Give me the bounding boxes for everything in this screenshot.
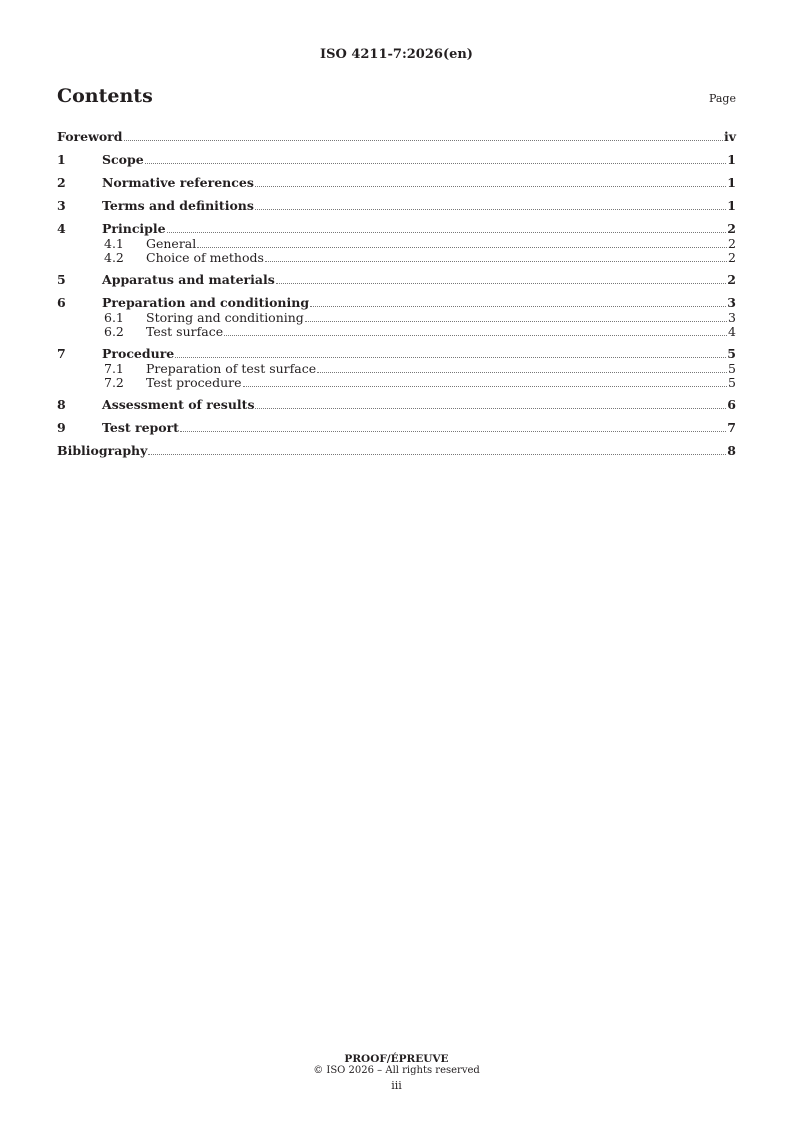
toc-entry-number: 4 xyxy=(57,221,66,236)
toc-entry-label: Apparatus and materials xyxy=(102,272,275,287)
toc-entry-page: 1 xyxy=(727,198,736,213)
dot-leader xyxy=(124,139,723,141)
dot-leader xyxy=(148,453,726,455)
page-footer xyxy=(0,1053,793,1092)
toc-entry[interactable] xyxy=(57,346,736,362)
toc-entry-page: 1 xyxy=(727,152,736,167)
dot-leader xyxy=(175,356,726,358)
toc-entry[interactable] xyxy=(57,420,736,436)
toc-entry[interactable] xyxy=(57,325,736,339)
toc-entry-number: 8 xyxy=(57,397,66,412)
toc-entry-page: 2 xyxy=(728,236,736,251)
toc-entry-page: 8 xyxy=(727,443,736,458)
toc-entry-number: 4.2 xyxy=(104,250,124,265)
toc-entry[interactable] xyxy=(57,295,736,311)
dot-leader xyxy=(276,282,727,284)
toc-entry[interactable] xyxy=(57,397,736,413)
toc-entry[interactable] xyxy=(57,362,736,376)
toc-entry-page: 5 xyxy=(728,361,736,376)
dot-leader xyxy=(180,430,726,432)
dot-leader xyxy=(255,407,726,409)
document-header: ISO 4211-7:2026(en) xyxy=(320,47,473,62)
toc-entry-number: 6.1 xyxy=(104,310,124,325)
proof-label: PROOF/ÉPREUVE xyxy=(344,1053,449,1065)
table-of-contents xyxy=(57,129,736,459)
dot-leader xyxy=(243,385,728,387)
toc-entry-number: 2 xyxy=(57,175,66,190)
toc-entry-label: Bibliography xyxy=(57,443,148,458)
toc-entry-label: Foreword xyxy=(57,129,123,144)
toc-entry-page: 2 xyxy=(728,250,736,265)
toc-entry-label: Test surface xyxy=(146,324,224,339)
dot-leader xyxy=(224,334,727,336)
dot-leader xyxy=(305,320,727,322)
toc-entry-number: 1 xyxy=(57,152,66,167)
toc-entry-label: Scope xyxy=(102,152,144,167)
toc-entry-label: Normative references xyxy=(102,175,254,190)
toc-entry-label: Principle xyxy=(102,221,166,236)
toc-entry[interactable] xyxy=(57,443,736,459)
toc-entry[interactable] xyxy=(57,376,736,390)
toc-entry-page: 2 xyxy=(727,272,736,287)
toc-entry-label: Terms and definitions xyxy=(102,198,254,213)
dot-leader xyxy=(255,185,726,187)
toc-entry-page: 5 xyxy=(727,346,736,361)
toc-entry-label: Assessment of results xyxy=(102,397,255,412)
toc-entry[interactable] xyxy=(57,198,736,214)
toc-entry-page: 6 xyxy=(727,397,736,412)
toc-entry-page: 2 xyxy=(727,221,736,236)
toc-entry-number: 3 xyxy=(57,198,66,213)
toc-entry-label: Storing and conditioning xyxy=(146,310,304,325)
toc-entry-number: 6.2 xyxy=(104,324,124,339)
toc-entry-label: Preparation and conditioning xyxy=(102,295,310,310)
toc-entry-label: Test procedure xyxy=(146,375,242,390)
toc-entry-number: 7 xyxy=(57,346,66,361)
toc-entry-page: 1 xyxy=(727,175,736,190)
dot-leader xyxy=(197,246,727,248)
dot-leader xyxy=(265,260,727,262)
copyright-notice: © ISO 2026 – All rights reserved xyxy=(313,1065,480,1076)
toc-entry-page: iv xyxy=(723,129,736,144)
toc-entry-number: 7.2 xyxy=(104,375,124,390)
dot-leader xyxy=(317,371,727,373)
toc-entry-page: 4 xyxy=(728,324,736,339)
dot-leader xyxy=(167,231,727,233)
toc-entry[interactable] xyxy=(57,152,736,168)
toc-entry[interactable] xyxy=(57,221,736,237)
toc-entry-page: 5 xyxy=(728,375,736,390)
toc-entry[interactable] xyxy=(57,175,736,191)
toc-entry-label: Procedure xyxy=(102,346,175,361)
toc-entry-number: 6 xyxy=(57,295,66,310)
contents-title: Contents xyxy=(57,85,153,107)
toc-entry[interactable] xyxy=(57,272,736,288)
page-column-label: Page xyxy=(708,92,736,105)
toc-entry-number: 5 xyxy=(57,272,66,287)
toc-entry-label: General xyxy=(146,236,197,251)
toc-entry[interactable] xyxy=(57,237,736,251)
toc-entry-label: Preparation of test surface xyxy=(146,361,317,376)
toc-entry-number: 4.1 xyxy=(104,236,124,251)
toc-entry-page: 7 xyxy=(727,420,736,435)
toc-entry-label: Choice of methods xyxy=(146,250,264,265)
toc-entry[interactable] xyxy=(57,311,736,325)
toc-entry[interactable] xyxy=(57,129,736,145)
toc-entry-page: 3 xyxy=(727,295,736,310)
dot-leader xyxy=(310,305,726,307)
toc-entry-label: Test report xyxy=(102,420,179,435)
toc-entry-number: 9 xyxy=(57,420,66,435)
toc-entry-number: 7.1 xyxy=(104,361,124,376)
dot-leader xyxy=(255,208,726,210)
page-number: iii xyxy=(391,1079,402,1092)
toc-entry[interactable] xyxy=(57,251,736,265)
toc-entry-page: 3 xyxy=(728,310,736,325)
dot-leader xyxy=(145,162,727,164)
